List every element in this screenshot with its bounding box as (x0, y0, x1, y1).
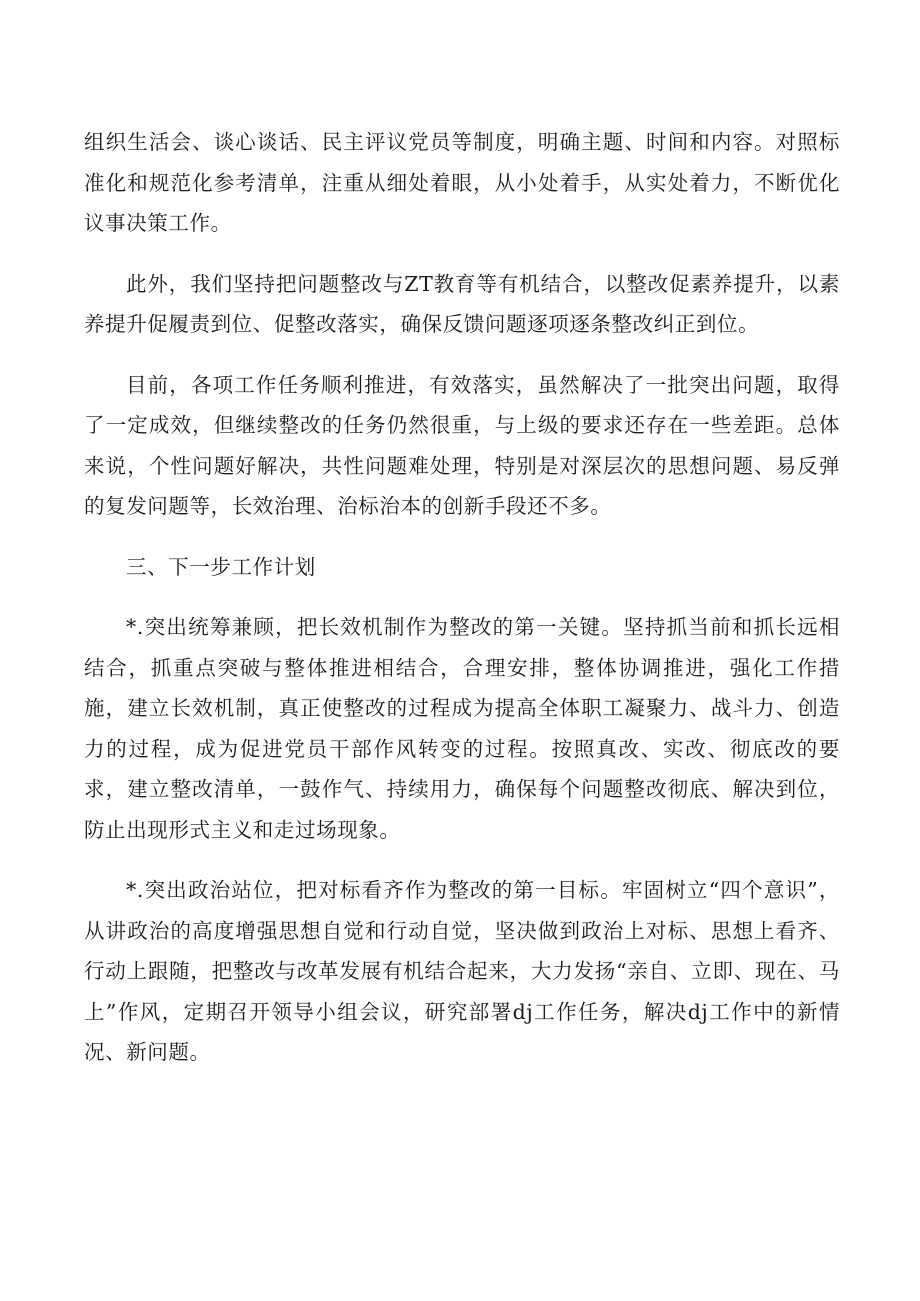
document-body (84, 122, 840, 1093)
paragraph-plan-item-1: *.突出统筹兼顾，把长效机制作为整改的第一关键。坚持抓当前和抓长远相结合，抓重点突破与整体推进相结合，合理安排，整体协调推进，强化工作措施，建立长效机制，真正使整改的过程成为提高全体职工凝聚力、战斗力、创造力的过程，成为促进党员干部作风转变的过程。按照真改、实改、彻底改的要求，建立整改清单，一鼓作气、持续用力，确保每个问题整改彻底、解决到位，防止出现形式主义和走过场现象。 (84, 615, 840, 842)
paragraph-integration: 此外，我们坚持把问题整改与ZT教育等有机结合，以整改促素养提升，以素养提升促履责到位、促整改落实，确保反馈问题逐项逐条整改纠正到位。 (84, 271, 840, 336)
paragraph-progress: 目前，各项工作任务顺利推进，有效落实，虽然解决了一批突出问题，取得了一定成效，但继续整改的任务仍然很重，与上级的要求还存在一些差距。总体来说，个性问题好解决，共性问题难处理，特别是对深层次的思想问题、易反弹的复发问题等，长效治理、治标治本的创新手段还不多。 (84, 372, 840, 518)
paragraph-plan-item-2: *.突出政治站位，把对标看齐作为整改的第一目标。牢固树立“四个意识”，从讲政治的高度增强思想自觉和行动自觉，坚决做到政治上对标、思想上看齐、行动上跟随，把整改与改革发展有机结合起来，大力发扬“亲自、立即、现在、马上”作风，定期召开领导小组会议，研究部署dj工作任务，解决dj工作中的新情况、新问题。 (84, 878, 840, 1064)
paragraph-continuation: 组织生活会、谈心谈话、民主评议党员等制度，明确主题、时间和内容。对照标准化和规范化参考清单，注重从细处着眼，从小处着手，从实处着力，不断优化议事决策工作。 (84, 130, 840, 235)
section-heading-next-steps: 三、下一步工作计划 (126, 554, 316, 579)
